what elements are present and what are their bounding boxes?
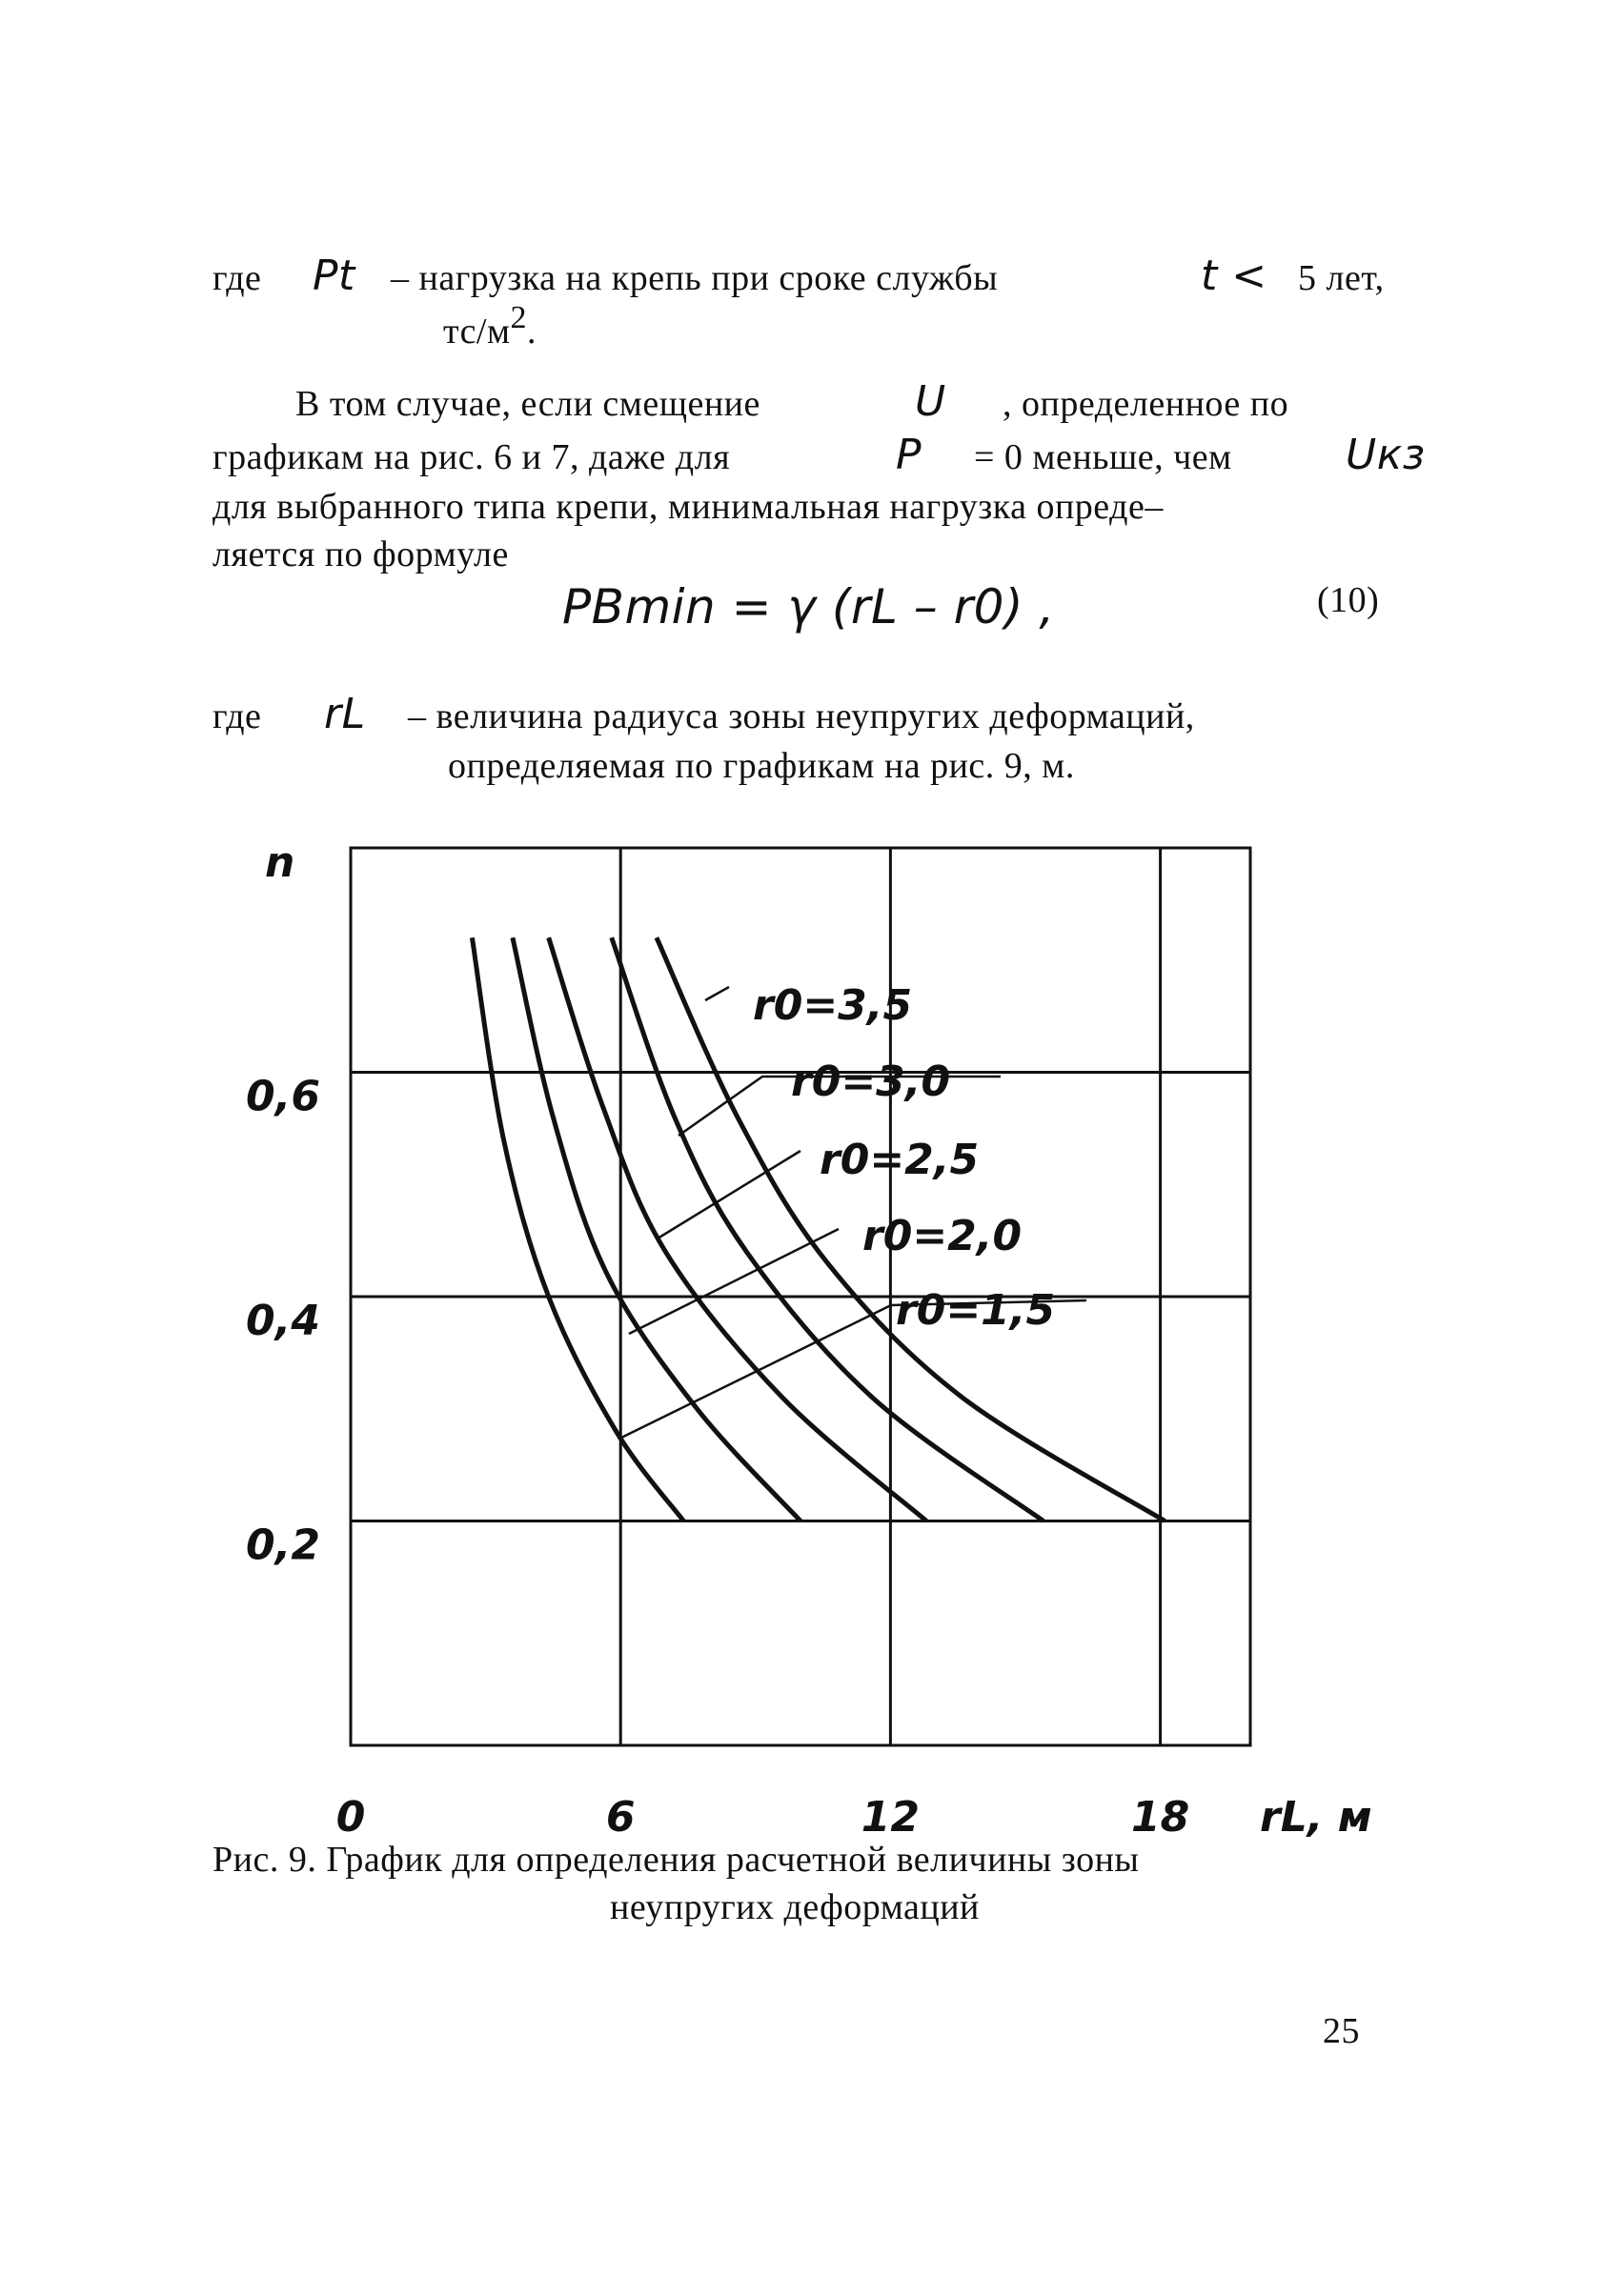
formula: PBmin = γ (rL – r0) , <box>562 579 1055 634</box>
units-text: тс/м2. <box>443 300 537 352</box>
definition-rl: – величина радиуса зоны неупругих деформаций, <box>408 696 1195 736</box>
x-tick-label: 6 <box>605 1793 636 1842</box>
chart-ticks <box>246 1073 1189 1843</box>
symbol-t: t < <box>1201 252 1267 300</box>
paragraph-line-1: В том случае, если смещение <box>295 384 760 424</box>
chart-curve-labels <box>753 981 1055 1335</box>
curve-label: r0=3,0 <box>791 1057 951 1106</box>
curve-label: r0=2,5 <box>820 1136 980 1184</box>
symbol-ukz: Uкз <box>1346 431 1426 479</box>
curve-label: r0=1,5 <box>896 1286 1056 1335</box>
service-life-text: 5 лет, <box>1298 258 1385 298</box>
x-tick-label: 12 <box>861 1793 921 1842</box>
symbol-pt: Pt <box>313 252 355 300</box>
paragraph-line-1b: , определенное по <box>1003 384 1289 424</box>
x-tick-label: 18 <box>1130 1793 1190 1842</box>
y-tick-label: 0,4 <box>246 1297 320 1345</box>
paragraph-line-4: ляется по формуле <box>213 534 509 574</box>
symbol-rl: rL <box>324 690 366 738</box>
formula-number: (10) <box>1317 580 1380 620</box>
curve-label: r0=3,5 <box>753 981 913 1030</box>
x-tick-label: 0 <box>335 1793 366 1842</box>
leader-line <box>705 987 729 1000</box>
symbol-p: P <box>896 431 922 479</box>
paragraph-line-2: графикам на рис. 6 и 7, даже для <box>213 437 731 477</box>
y-tick-label: 0,2 <box>246 1521 320 1570</box>
figure-caption-line-1: Рис. 9. График для определения расчетной величины зоны <box>213 1840 1140 1880</box>
where-label-2: где <box>213 696 262 736</box>
definition-pt: – нагрузка на крепь при сроке службы <box>391 258 999 298</box>
x-axis-label: rL, м <box>1260 1793 1372 1842</box>
y-axis-label: n <box>265 838 295 887</box>
page-number: 25 <box>1323 2011 1360 2051</box>
paragraph-line-2b: = 0 меньше, чем <box>974 437 1232 477</box>
figure-caption-line-2: неупругих деформаций <box>610 1887 980 1927</box>
definition-rl-2: определяемая по графикам на рис. 9, м. <box>448 746 1075 786</box>
symbol-u: U <box>915 377 946 426</box>
y-tick-label: 0,6 <box>246 1072 320 1121</box>
paragraph-line-3: для выбранного типа крепи, минимальная нагрузка опреде– <box>213 487 1164 527</box>
curve-label: r0=2,0 <box>862 1212 1023 1260</box>
where-label-1: где <box>213 258 262 298</box>
